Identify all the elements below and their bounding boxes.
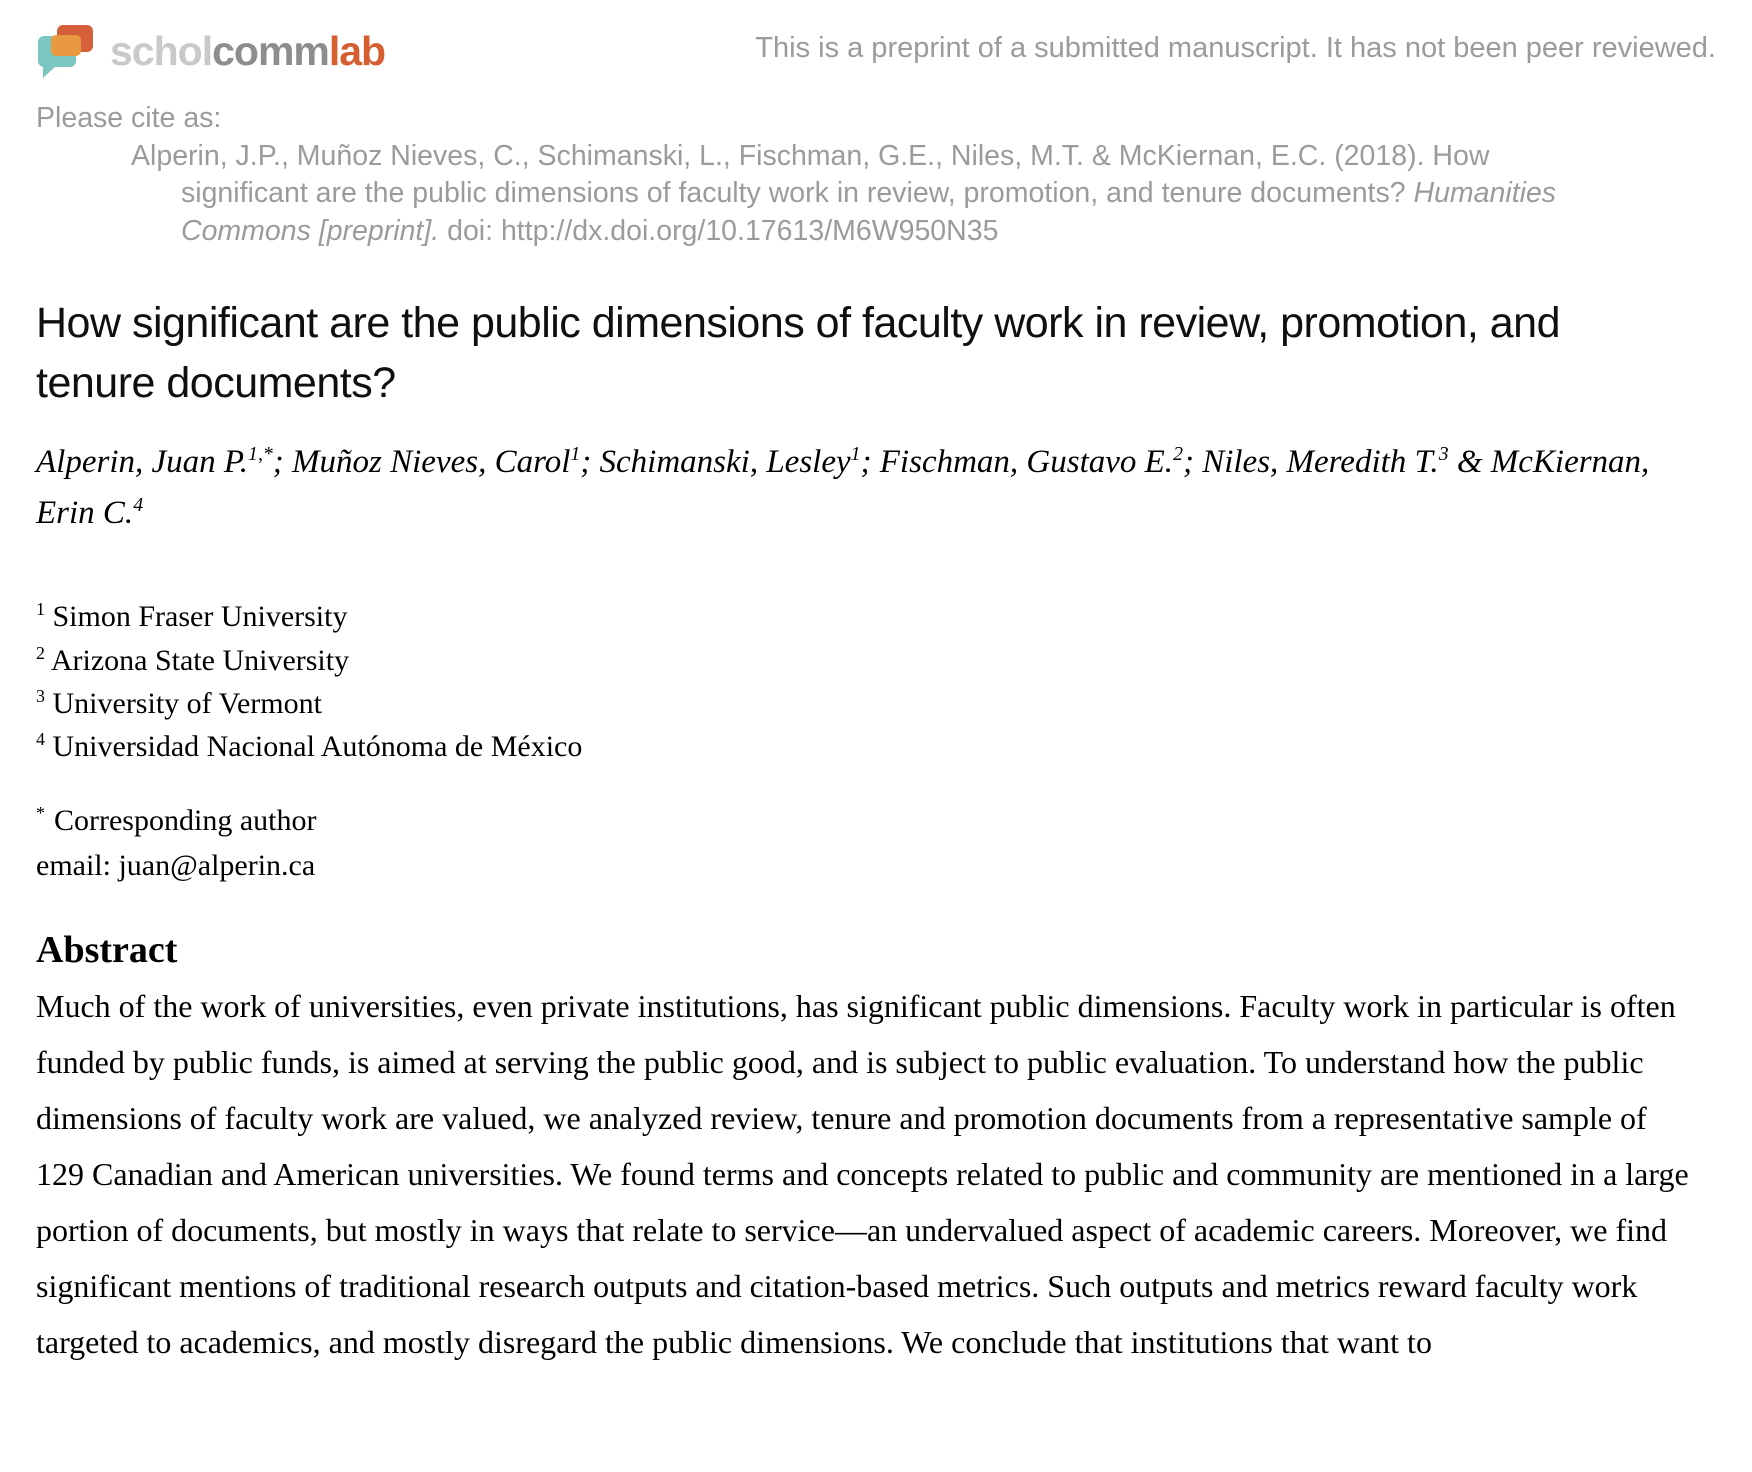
citation-doi: doi: http://dx.doi.org/10.17613/M6W950N35 xyxy=(439,214,999,247)
author-name: McKiernan, Erin C.$^4$ xyxy=(36,444,1650,532)
corresponding-marker: * xyxy=(36,803,45,824)
corresponding-block xyxy=(36,798,1716,888)
cite-label: Please cite as: xyxy=(36,102,222,134)
author-name: Niles, Meredith T.$^3$ xyxy=(1202,443,1449,481)
author-name: Fischman, Gustavo E.$^2$ xyxy=(879,443,1183,481)
abstract-heading: Abstract xyxy=(36,929,178,972)
citation-venue: Humanities Commons [preprint]. xyxy=(181,177,1557,247)
bubble-front xyxy=(51,35,81,56)
corresponding-email-line: email: juan@alperin.ca xyxy=(36,849,316,883)
preprint-notice: This is a preprint of a submitted manuscript. It has not been peer reviewed. xyxy=(755,32,1716,64)
author-name: Schimanski, Lesley$^1$ xyxy=(599,443,861,481)
logo-wordmark xyxy=(110,22,385,80)
bubble-teal-tail xyxy=(43,66,56,78)
logo-comm: comm xyxy=(212,28,329,74)
logo-lab: lab xyxy=(328,28,386,74)
affiliation-item: $^2$ Arizona State University xyxy=(36,642,350,677)
citation-text xyxy=(131,138,1611,251)
abstract-text: Much of the work of universities, even private institutions, has significant public dimensions. Faculty work in particular is often funded by public funds, is aimed at serving the public good, and is subject to public evaluation. To understand how the public dimensions of faculty work are valued, we analyzed review, tenure and promotion documents from a representative sample of 129 Canadian and American universities. We found terms and concepts related to public and community are mentioned in a large portion of documents, but mostly in ways that relate to service—an undervalued aspect of academic careers. Moreover, we find significant mentions of traditional research outputs and citation-based metrics. Such outputs and metrics reward faculty work targeted to academics, and mostly disregard the public dimensions. We conclude that institutions that want to xyxy=(36,988,1689,1361)
affiliation-list xyxy=(36,595,1716,768)
author-name: Alperin, Juan P.$^{1,*}$ xyxy=(36,443,273,481)
affiliation-item: $^3$ University of Vermont xyxy=(36,685,322,720)
corresponding-label: Corresponding author xyxy=(54,804,317,838)
citation-block xyxy=(36,100,1716,250)
article-title: How significant are the public dimensions of faculty work in review, promotion, and tenure documents? xyxy=(36,299,1560,407)
speech-bubbles-icon xyxy=(36,22,94,80)
affiliation-item: $^1$ Simon Fraser University xyxy=(36,599,348,634)
corresponding-author-line xyxy=(36,798,1716,843)
logo-schol: schol xyxy=(110,28,213,74)
author-list: Alperin, Juan P.$^{1,*}$; Muñoz Nieves, Carol$^1$; Schimanski, Lesley$^1$; Fischman, Gustavo E.$^2$; Niles, Meredith T.$^3$ & McKiernan, Erin C.$^4$ xyxy=(36,443,1650,532)
citation-main: Alperin, J.P., Muñoz Nieves, C., Schimanski, L., Fischman, G.E., Niles, M.T. & McKiernan, E.C. (2018). How significant are the public dimensions of faculty work in review, promotion, and tenure documents? xyxy=(131,139,1490,210)
header xyxy=(36,0,1716,80)
author-name: Muñoz Nieves, Carol$^1$ xyxy=(292,443,581,481)
affiliation-item: $^4$ Universidad Nacional Autónoma de México xyxy=(36,728,583,763)
scholcommlab-logo xyxy=(36,22,385,80)
